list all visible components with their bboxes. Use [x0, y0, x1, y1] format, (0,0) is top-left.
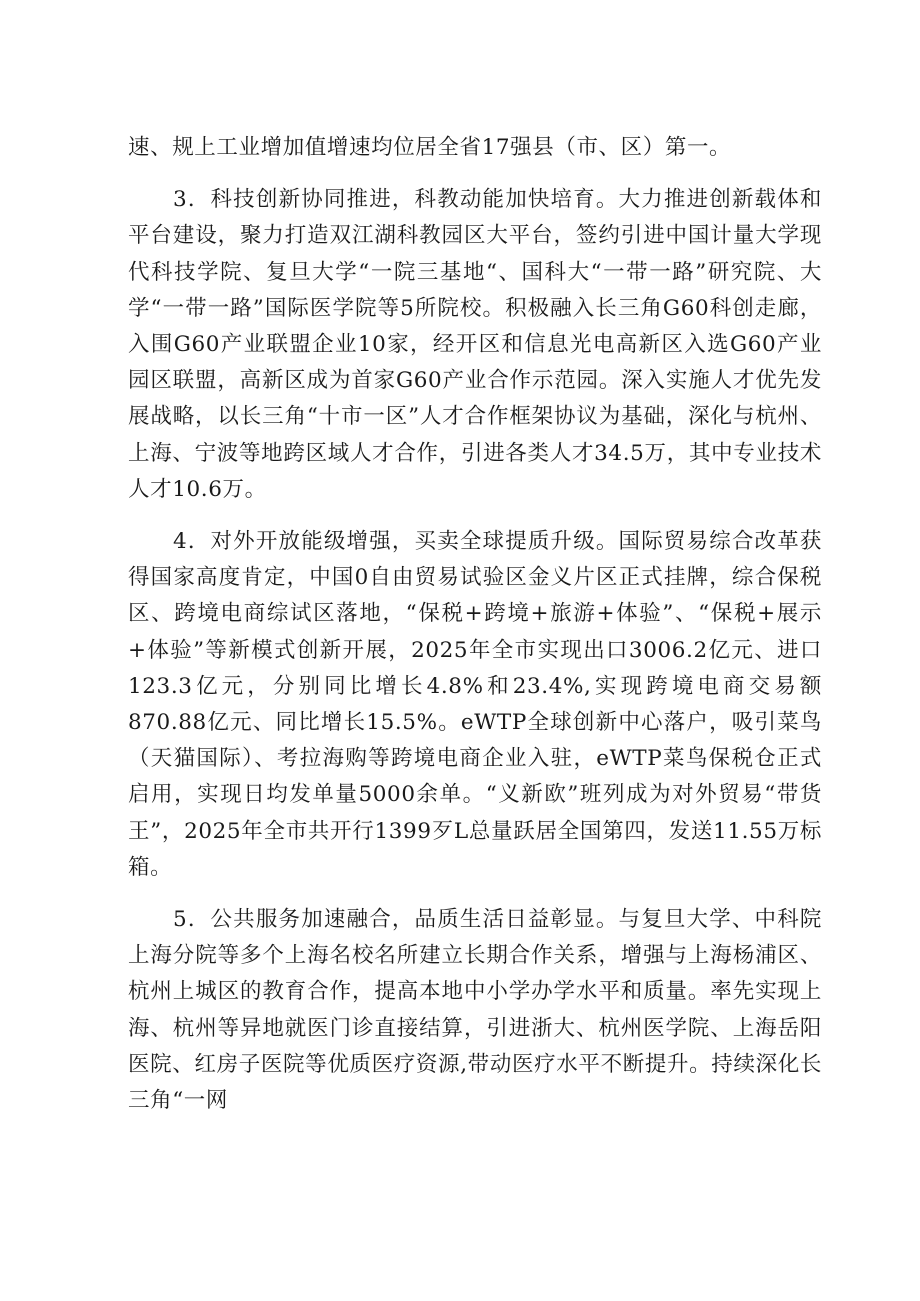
paragraph-3-science-innovation: 3．科技创新协同推进，科教动能加快培育。大力推进创新载体和平台建设，聚力打造双江湖科教园区大平台，签约引进中国计量大学现代科技学院、复旦大学“一院三基地“、国科大“一带一路”研究院、大学“一带一路”国际医学院等5所院校。积极融入长三角G60科创走廊，入围G60产业联盟企业10家，经开区和信息光电高新区入选G60产业园区联盟，高新区成为首家G60产业合作示范园。深入实施人才优先发展战略，以长三角“十市一区”人才合作框架协议为基础，深化与杭州、上海、宁波等地跨区域人才合作，引进各类人才34.5万，其中专业技术人才10.6万。 [128, 187, 822, 502]
paragraph-4-opening-up: 4．对外开放能级增强，买卖全球提质升级。国际贸易综合改革获得国家高度肯定，中国0自由贸易试验区金义片区正式挂牌，综合保税区、跨境电商综试区落地，“保税+跨境+旅游+体验”、“保税+展示+体验”等新模式创新开展，2025年全市实现出口3006.2亿元、进口123.3亿元，分别同比增长4.8%和23.4%,实现跨境电商交易额870.88亿元、同比增长15.5%。eWTP全球创新中心落户，吸引菜鸟（天猫国际）、考拉海购等跨境电商企业入驻，eWTP菜鸟保税仓正式启用，实现日均发单量5000余单。“义新欧”班列成为对外贸易“带货王”，2025年全市共开行1399歹L总量跃居全国第四，发送11.55万标箱。 [128, 529, 822, 880]
paragraph-continuation: 速、规上工业增加值增速均位居全省17强县（市、区）第一。 [128, 135, 732, 160]
document-body [128, 130, 822, 1119]
paragraph-5-public-services: 5．公共服务加速融合，品质生活日益彰显。与复旦大学、中科院上海分院等多个上海名校名所建立长期合作关系，增强与上海杨浦区、杭州上城区的教育合作，提高本地中小学办学水平和质量。率先实现上海、杭州等异地就医门诊直接结算，引进浙大、杭州医学院、上海岳阳医院、红房子医院等优质医疗资源,带动医疗水平不断提升。持续深化长三角“一网 [128, 907, 822, 1114]
